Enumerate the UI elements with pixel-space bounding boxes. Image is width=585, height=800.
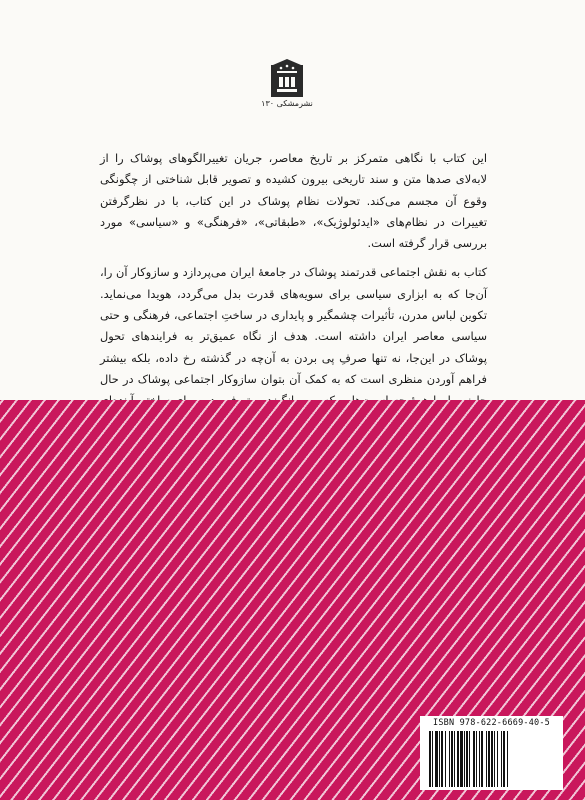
barcode-bar: [429, 731, 431, 787]
barcode-bar: [460, 731, 463, 787]
barcode-bar: [435, 731, 438, 787]
barcode-bar: [497, 731, 498, 787]
barcode-bar: [491, 731, 493, 787]
barcode-bar: [479, 731, 480, 787]
back-cover-blurb: [100, 148, 487, 433]
publisher-logo-icon: [267, 57, 307, 99]
barcode-bar: [445, 731, 446, 787]
barcode-bar: [507, 731, 508, 787]
blurb-paragraph-2: کتاب به نقش اجتماعی قدرتمند پوشاک در جامعهٔ ایران می‌پردازد و سازوکار آن را، آن‌جا که به ابزاری سیاسی برای سویه‌های قدرت بدل می‌گردد، هویدا می‌نماید. تکوین لباس مدرن، تأثیرات چشمگیر و پایداری در ساختِ اجتماعی، فرهنگی و حتی سیاسی معاصر ایران داشته است. هدف از نگاه عمیق‌تر به فرایندهای تحول پوشاک در این‌جا، نه تنها صرفِ پی بردن به آن‌چه در گذشته رخ داده، بلکه بیشتر فراهم آوردن منظری است که به کمک آن بتوان سازوکار اجتماعی پوشاک در حال: [100, 265, 487, 386]
barcode-bar: [457, 731, 459, 787]
blurb-paragraph-1: این کتاب با نگاهی متمرکز بر تاریخ معاصر، جریان تغییرالگوهای پوشاک را از لابه‌لای صدها متن و سند تاریخی بیرون کشیده و تصویر قابل شناختی از چگونگی وقوع آن مجسم می‌کند. تحولات نظام پوشاک در این کتاب، با در نظرگرفتن تغییرات در نظام‌های «ایدئولوژیک»، «طبقاتی»، «فرهنگی» و «سیاسی» مورد بررسی قرار گرفته است.: [100, 151, 487, 251]
barcode-icon: [428, 731, 555, 787]
barcode-bar: [476, 731, 477, 787]
barcode-bar: [439, 731, 440, 787]
barcode-bar: [503, 731, 505, 787]
barcode-bar: [469, 731, 470, 787]
isbn-label: ISBN 978-622-6669-40-5: [433, 718, 550, 728]
barcode-bar: [464, 731, 465, 787]
barcode-bar: [494, 731, 495, 787]
barcode-bar: [451, 731, 453, 787]
barcode-bar: [454, 731, 455, 787]
publisher-caption: نشرمشکی ۱۳۰: [261, 99, 313, 108]
barcode-bar: [486, 731, 487, 787]
barcode-bar: [441, 731, 443, 787]
barcode-box: [420, 716, 563, 790]
barcode-bar: [481, 731, 483, 787]
barcode-bar: [466, 731, 468, 787]
barcode-bar: [488, 731, 490, 787]
barcode-bar: [449, 731, 450, 787]
barcode-bar: [501, 731, 502, 787]
barcode-bar: [473, 731, 475, 787]
barcode-bar: [432, 731, 433, 787]
